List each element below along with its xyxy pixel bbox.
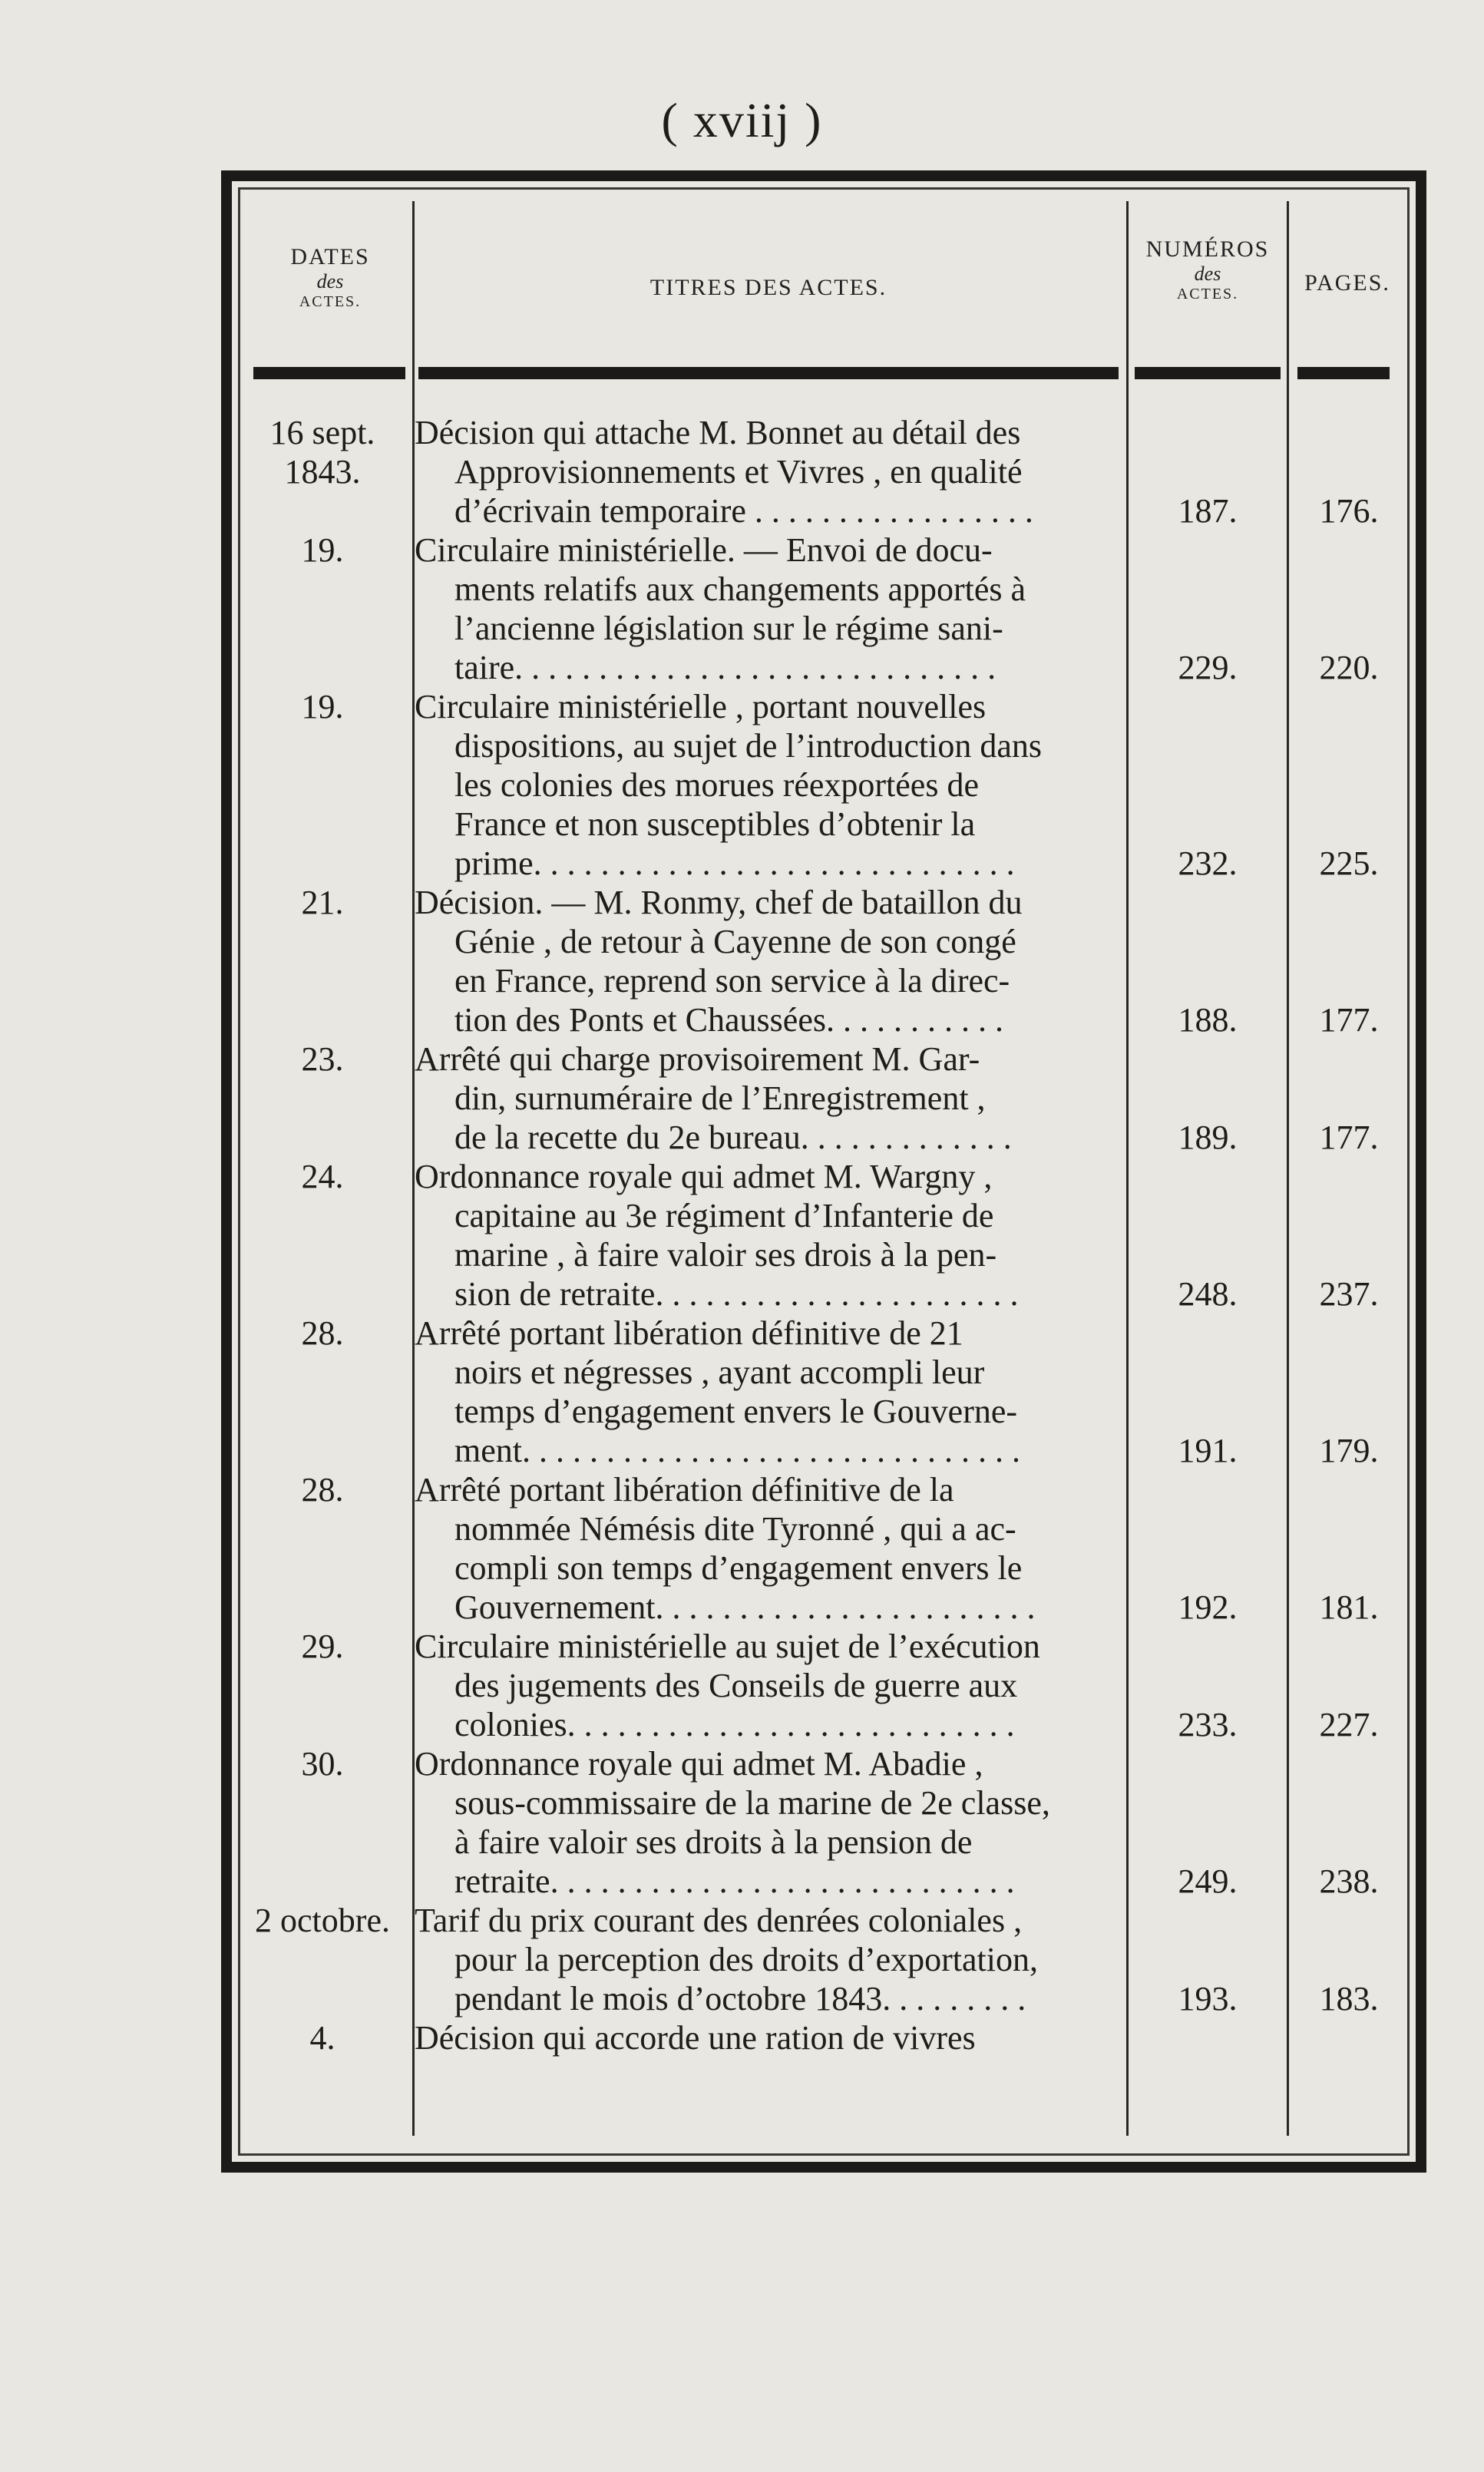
header-rule bbox=[418, 367, 1119, 379]
entry-page: 227. bbox=[1319, 1706, 1379, 1743]
entry-date-line: 2 octobre. bbox=[255, 1902, 390, 1939]
entry-title-line: compli son temps d’engagement envers le bbox=[454, 1549, 1023, 1587]
entry-number: 189. bbox=[1178, 1119, 1238, 1156]
entry-title bbox=[415, 687, 1127, 883]
entry-title-line: sous-commissaire de la marine de 2e classe, bbox=[454, 1784, 1050, 1822]
entry-title-line: Décision qui attache M. Bonnet au détail des bbox=[415, 414, 1021, 451]
entry-title-line: Génie , de retour à Cayenne de son congé bbox=[454, 923, 1016, 960]
entry-title-line: noirs et négresses , ayant accompli leur bbox=[454, 1353, 985, 1391]
entry-date bbox=[246, 1901, 399, 1940]
entry-title-line: Circulaire ministérielle. — Envoi de docu- bbox=[415, 531, 993, 569]
entry-title bbox=[415, 1744, 1127, 1901]
entry-title-line: temps d’engagement envers le Gouverne- bbox=[454, 1393, 1018, 1430]
header-pages: PAGES. bbox=[1304, 270, 1390, 296]
entry-date-line: 19. bbox=[301, 688, 344, 725]
entry-title-line: capitaine au 3e régiment d’Infanterie de bbox=[454, 1197, 994, 1234]
entry-title-line: Arrêté portant libération définitive de 21 bbox=[415, 1314, 963, 1352]
entry-title-line: Tarif du prix courant des denrées coloniales , bbox=[415, 1902, 1023, 1939]
entry-title-line: tion des Ponts et Chaussées. . . . . . . . . . . bbox=[454, 1001, 1003, 1039]
entry-title-line: Ordonnance royale qui admet M. Wargny , bbox=[415, 1158, 993, 1195]
entry-number: 192. bbox=[1178, 1588, 1238, 1626]
entry-title bbox=[415, 1470, 1127, 1627]
entry-page: 237. bbox=[1319, 1275, 1379, 1313]
entry-title-line: pour la perception des droits d’exportation, bbox=[454, 1941, 1039, 1978]
entry-date-line: 23. bbox=[301, 1040, 344, 1078]
entry-title bbox=[415, 1157, 1127, 1314]
entry-title bbox=[415, 883, 1127, 1039]
entry-title-line: din, surnuméraire de l’Enregistrement , bbox=[454, 1079, 986, 1117]
entry-title bbox=[415, 413, 1127, 530]
entry-title-line: Ordonnance royale qui admet M. Abadie , bbox=[415, 1745, 983, 1783]
entry-date bbox=[246, 1470, 399, 1509]
header-rule bbox=[1297, 367, 1390, 379]
entry-title-line: Décision. — M. Ronmy, chef de bataillon du bbox=[415, 884, 1023, 921]
entry-date bbox=[246, 1157, 399, 1196]
entry-date-line: 4. bbox=[309, 2019, 335, 2057]
entry-title-line: sion de retraite. . . . . . . . . . . . . . . . . . . . . . bbox=[454, 1275, 1019, 1313]
entry-title bbox=[415, 1627, 1127, 1744]
entry-title-line: prime. . . . . . . . . . . . . . . . . . . . . . . . . . . . . bbox=[454, 844, 1015, 882]
entry-date bbox=[246, 1627, 399, 1666]
entry-page: 238. bbox=[1319, 1862, 1379, 1900]
entry-title bbox=[415, 1314, 1127, 1470]
entry-date bbox=[246, 2018, 399, 2057]
header-dates-line: ACTES. bbox=[299, 293, 362, 310]
entry-number: 229. bbox=[1178, 649, 1238, 686]
entry-date-line: 30. bbox=[301, 1745, 344, 1783]
entry-date bbox=[246, 1039, 399, 1079]
entry-date-line: 21. bbox=[301, 884, 344, 921]
entry-title-line: Circulaire ministérielle , portant nouvelles bbox=[415, 688, 987, 725]
entry-title-line: ments relatifs aux changements apportés à bbox=[454, 570, 1026, 608]
page-heading: ( xviij ) bbox=[661, 93, 823, 147]
entry-title-line: Approvisionnements et Vivres , en qualité bbox=[454, 453, 1023, 491]
entry-title-line: France et non susceptibles d’obtenir la bbox=[454, 805, 976, 843]
header-rule bbox=[1135, 367, 1281, 379]
entry-date-line: 1843. bbox=[284, 453, 361, 491]
header-dates-line: des bbox=[316, 270, 344, 292]
entry-title-line: nommée Némésis dite Tyronné , qui a ac- bbox=[454, 1510, 1016, 1548]
entry-title-line: Arrêté qui charge provisoirement M. Gar- bbox=[415, 1040, 980, 1078]
entry-page: 176. bbox=[1319, 492, 1379, 530]
entry-date-line: 28. bbox=[301, 1471, 344, 1509]
header-dates bbox=[253, 244, 407, 311]
column-divider bbox=[1287, 201, 1289, 2136]
entry-title bbox=[415, 1901, 1127, 2018]
entry-number: 187. bbox=[1178, 492, 1238, 530]
entry-page: 177. bbox=[1319, 1119, 1379, 1156]
entry-page: 220. bbox=[1319, 649, 1379, 686]
entry-title-line: des jugements des Conseils de guerre aux bbox=[454, 1667, 1018, 1704]
entry-title-line: ment. . . . . . . . . . . . . . . . . . . . . . . . . . . . . . bbox=[454, 1432, 1020, 1469]
entry-page: 179. bbox=[1319, 1432, 1379, 1469]
entry-number: 233. bbox=[1178, 1706, 1238, 1743]
entry-title bbox=[415, 1039, 1127, 1157]
entry-page: 225. bbox=[1319, 844, 1379, 882]
entry-date-line: 24. bbox=[301, 1158, 344, 1195]
header-dates-line: DATES bbox=[290, 244, 370, 269]
entry-page: 183. bbox=[1319, 1980, 1379, 2018]
entry-date bbox=[246, 1314, 399, 1353]
entry-number: 232. bbox=[1178, 844, 1238, 882]
entry-number: 188. bbox=[1178, 1001, 1238, 1039]
entry-title-line: Circulaire ministérielle au sujet de l’exécution bbox=[415, 1628, 1040, 1665]
entry-title-line: Gouvernement. . . . . . . . . . . . . . . . . . . . . . . bbox=[454, 1588, 1036, 1626]
entry-number: 248. bbox=[1178, 1275, 1238, 1313]
entry-date bbox=[246, 1744, 399, 1783]
entry-number: 249. bbox=[1178, 1862, 1238, 1900]
entry-title-line: colonies. . . . . . . . . . . . . . . . . . . . . . . . . . . bbox=[454, 1706, 1015, 1743]
entry-title-line: dispositions, au sujet de l’introduction dans bbox=[454, 727, 1043, 765]
header-titles: TITRES DES ACTES. bbox=[649, 275, 887, 300]
entry-date-line: 16 sept. bbox=[269, 414, 375, 451]
entry-date-line: 28. bbox=[301, 1314, 344, 1352]
entry-page: 181. bbox=[1319, 1588, 1379, 1626]
entry-date bbox=[246, 687, 399, 726]
entry-title-line: pendant le mois d’octobre 1843. . . . . . . . . bbox=[454, 1980, 1026, 2018]
entry-title-line: l’ancienne législation sur le régime sani- bbox=[454, 610, 1003, 647]
header-numeros-line: NUMÉROS bbox=[1145, 236, 1270, 262]
header-numeros bbox=[1135, 236, 1281, 303]
entry-date bbox=[246, 883, 399, 922]
entry-title bbox=[415, 2018, 1127, 2057]
entry-number: 191. bbox=[1178, 1432, 1238, 1469]
entry-page: 177. bbox=[1319, 1001, 1379, 1039]
entry-title-line: à faire valoir ses droits à la pension de bbox=[454, 1823, 973, 1861]
header-rule bbox=[253, 367, 405, 379]
entry-date-line: 29. bbox=[301, 1628, 344, 1665]
entry-title-line: Arrêté portant libération définitive de la bbox=[415, 1471, 954, 1509]
entry-title-line: les colonies des morues réexportées de bbox=[454, 766, 979, 804]
entry-title-line: retraite. . . . . . . . . . . . . . . . . . . . . . . . . . . . bbox=[454, 1862, 1015, 1900]
entry-date bbox=[246, 413, 399, 491]
entry-title-line: de la recette du 2e bureau. . . . . . . . . . . . . bbox=[454, 1119, 1012, 1156]
entry-date-line: 19. bbox=[301, 531, 344, 569]
header-numeros-line: des bbox=[1194, 263, 1221, 285]
entry-title-line: d’écrivain temporaire . . . . . . . . . . . . . . . . . bbox=[454, 492, 1033, 530]
header-numeros-line: ACTES. bbox=[1176, 286, 1239, 302]
entry-title-line: Décision qui accorde une ration de vivres bbox=[415, 2019, 976, 2057]
entry-title bbox=[415, 530, 1127, 687]
entry-title-line: taire. . . . . . . . . . . . . . . . . . . . . . . . . . . . . bbox=[454, 649, 996, 686]
entry-title-line: en France, reprend son service à la direc- bbox=[454, 962, 1010, 1000]
entry-date bbox=[246, 530, 399, 570]
entry-number: 193. bbox=[1178, 1980, 1238, 2018]
entry-title-line: marine , à faire valoir ses drois à la pen- bbox=[454, 1236, 997, 1274]
